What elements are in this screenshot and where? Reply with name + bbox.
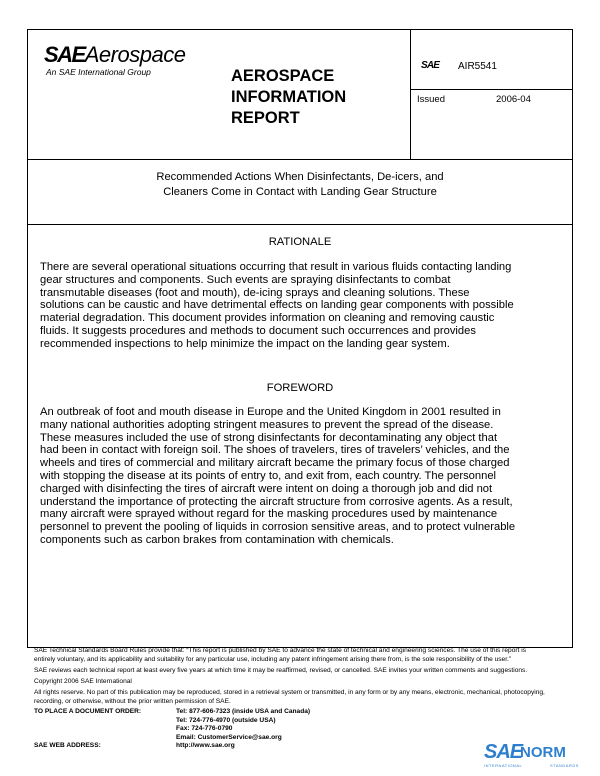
document-body (28, 225, 572, 647)
rationale-heading: RATIONALE (268, 236, 332, 248)
document-title: Recommended Actions When Disinfectants, De-icers, and Cleaners Come in Contact with Landing Gear Structure (156, 171, 444, 198)
document-title-row (28, 159, 572, 225)
board-rules-notice: SAE Technical Standards Board Rules provide that: “This report is published by SAE to advance the state of technical and engineering sciences. The use of this report is entirely voluntary, and its applicability and suitability for any particular use, including any patent infringement arising there from, is the sole responsibility of the user.” (34, 647, 527, 663)
header-left-cell (28, 30, 411, 159)
header-docnum-cell (411, 30, 572, 90)
web-address[interactable]: http://www.sae.org (176, 742, 235, 749)
header-issued-cell (411, 90, 572, 159)
sae-aerospace-logo: SAEAerospace An SAE International Group (44, 42, 186, 77)
order-contacts: Tel: 877-606-7323 (inside USA and Canada) Tel: 724-776-4970 (outside USA) Fax: 724-776-0790 Email: CustomerService@sae.org (176, 708, 311, 741)
review-notice: SAE reviews each technical report at least every five years at which time it may be reaffirmed, revised, or cancelled. SAE invites your written comments and suggestions. (34, 667, 528, 674)
document-type: AEROSPACE INFORMATION REPORT (231, 67, 347, 127)
web-label: SAE WEB ADDRESS: (34, 742, 101, 749)
document-frame (27, 29, 573, 648)
foreword-paragraph: An outbreak of foot and mouth disease in Europe and the United Kingdom in 2001 resulted in many national authorities adopting stringent measures to prevent the spread of the disease. These measures included the use of strong disinfectants for decontaminating any object that had been in contact with foreign soil. The shoes of travelers, tires of travelers’ vehicles, and the wheels and tires of commercial and military aircraft became the primary focus of those charged with stopping the disease at its points of entry to, and exit from, each country. The personnel charged with disinfecting the tires of aircraft were intent on doing a thorough job and did not understand the importance of protecting the aircraft structure from corrosive agents. As a result, many aircraft were sprayed without regard for the masking procedures used by maintenance personnel to prevent the pooling of liquids in corrosion sensitive areas, and to protect vulnerable components such as carbon brakes from contamination with chemicals. (40, 406, 516, 546)
issued-label: Issued (417, 94, 445, 105)
logo-subtitle: An SAE International Group (46, 67, 151, 77)
sae-norm-watermark-logo: SAE NORM INTERNATIONAL STANDARDS (484, 741, 579, 768)
order-label: TO PLACE A DOCUMENT ORDER: (34, 708, 142, 715)
foreword-heading: FOREWORD (266, 382, 334, 394)
document-number: AIR5541 (458, 61, 497, 72)
issued-date: 2006-04 (496, 94, 531, 105)
rationale-paragraph: There are several operational situations occurring that result in various fluids contacting landing gear structures and components. Such events are spraying disinfectants to combat transmutable diseases (foot and mouth), de-icing sprays and cleaning solutions. These solutions can be caustic and have detrimental effects on landing gear components with possible material degradation. This document provides information on cleaning and removing caustic fluids. It suggests procedures and methods to document such occurrences and provides recommended inspections to help minimize the impact on the landing gear system. (40, 261, 514, 350)
rights-notice: All rights reserve. No part of this publication may be reproduced, stored in a retrieval system or transmitted, in any form or by any means, electronic, mechanical, photocopying, recording, or otherwise, without the prior written permission of SAE. (34, 689, 545, 705)
sae-mini-logo: SAE (421, 60, 440, 71)
copyright-notice: Copyright 2006 SAE International (34, 678, 132, 685)
